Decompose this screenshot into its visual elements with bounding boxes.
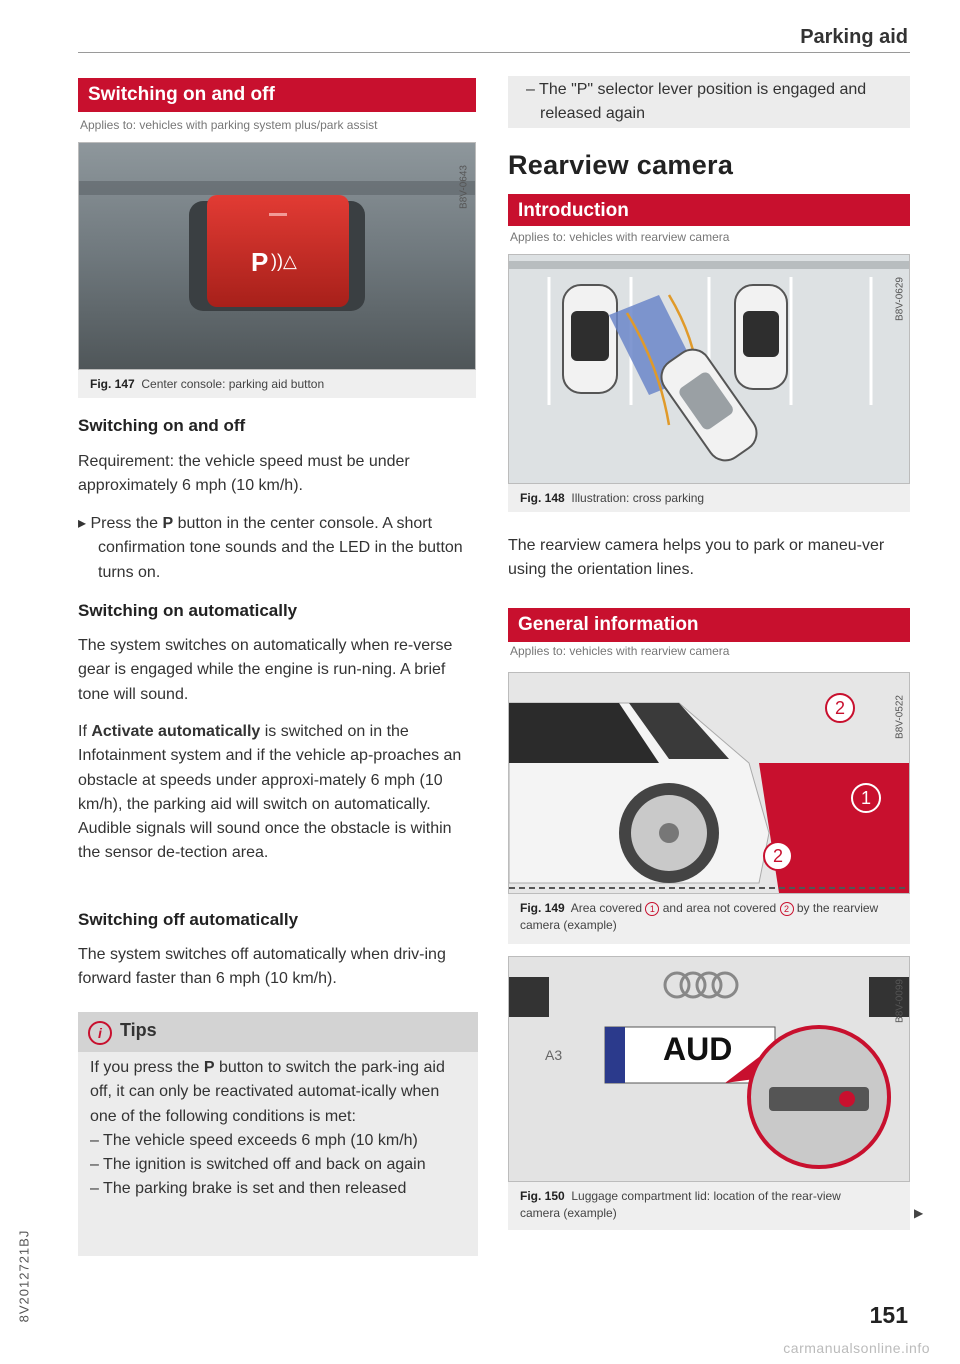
figure-147-caption: Fig. 147 Center console: parking aid button [78, 370, 476, 398]
page-number: 151 [869, 1302, 908, 1328]
applies-note: Applies to: vehicles with rearview camera [510, 644, 730, 658]
figure-147 [78, 142, 476, 370]
continue-arrow-icon: ▶ [914, 1206, 924, 1220]
tips-continued: – The "P" selector lever position is engaged and released again [508, 76, 910, 128]
heading-rearview-camera: Rearview camera [508, 150, 734, 180]
tips-header: i Tips [78, 1012, 478, 1052]
callout-2-bottom: 2 [763, 841, 793, 871]
document-code: 8V2012721BJ [16, 1229, 32, 1323]
auto-off-paragraph: The system switches off automatically when driv-ing forward faster than 6 mph (10 km/h). [78, 946, 446, 988]
license-plate-text: AUD [663, 1031, 733, 1067]
subheading-auto-off: Switching off automatically [78, 910, 299, 929]
figure-150-caption: Fig. 150 Luggage compartment lid: location of the rear-view camera (example) [508, 1182, 910, 1230]
tips-box [78, 1012, 478, 1256]
callout-2-top: 2 [825, 693, 855, 723]
intro-paragraph: The rearview camera helps you to park or maneu-ver using the orientation lines. [508, 537, 885, 579]
section-bar-introduction: Introduction [508, 194, 910, 226]
figure-code: B8V-0643 [458, 165, 470, 209]
header-rule [78, 52, 910, 53]
applies-note: Applies to: vehicles with rearview camera [510, 230, 730, 244]
figure-149-caption: Fig. 149 Area covered 1 and area not covered 2 by the rearview camera (example) [508, 894, 910, 944]
tips-body: If you press the P button to switch the park-ing aid off, it can only be reactivated automat-ically when one of the following conditions is met: – The vehicle speed exceeds 6 mph (10 km/h) – The ignition is switched off and back on again – The parking brake is set and then released [78, 1052, 478, 1202]
figure-150 [508, 956, 910, 1182]
figure-code: B8V-0099 [894, 979, 906, 1023]
applies-note: Applies to: vehicles with parking system plus/park assist [80, 118, 378, 132]
section-bar-general: General information [508, 608, 910, 642]
figure-149 [508, 672, 910, 894]
figure-code: B8V-0629 [894, 277, 906, 321]
subheading-auto-on: Switching on automatically [78, 601, 298, 620]
figure-148-caption: Fig. 148 Illustration: cross parking [508, 484, 910, 512]
auto-on-paragraph: The system switches on automatically when re-verse gear is engaged while the engine is run-ning. A brief tone will sound. [78, 637, 453, 703]
callout-1: 1 [851, 783, 881, 813]
running-header: Parking aid [800, 26, 908, 48]
info-icon: i [88, 1021, 112, 1045]
figure-code: B8V-0522 [894, 695, 906, 739]
footer-watermark: carmanualsonline.info [783, 1340, 930, 1356]
tips-item: – The vehicle speed exceeds 6 mph (10 km/h) [90, 1131, 418, 1149]
instruction-bullet: ▸ Press the P button in the center console. A short confirmation tone sounds and the LED in the button turns on. [78, 515, 463, 581]
parking-sensor-icon: ))△ [271, 251, 297, 271]
model-badge: A3 [545, 1047, 563, 1063]
figure-148 [508, 254, 910, 484]
parking-button-label: P [251, 247, 269, 277]
tips-item: – The parking brake is set and then released [90, 1180, 407, 1198]
section-bar-switching: Switching on and off [78, 78, 476, 112]
requirement-paragraph: Requirement: the vehicle speed must be under approximately 6 mph (10 km/h). [78, 453, 410, 495]
subheading-switching: Switching on and off [78, 416, 246, 435]
activate-auto-paragraph: If Activate automatically is switched on in the Infotainment system and if the vehicle ap-proaches an obstacle at speeds under approxi-mately 6 mph (10 km/h), the parking aid will switch on automatically. Audible signals will sound once the obstacle is within the sensor de-tection area. [78, 723, 462, 862]
tips-item: – The ignition is switched off and back on again [90, 1156, 426, 1174]
